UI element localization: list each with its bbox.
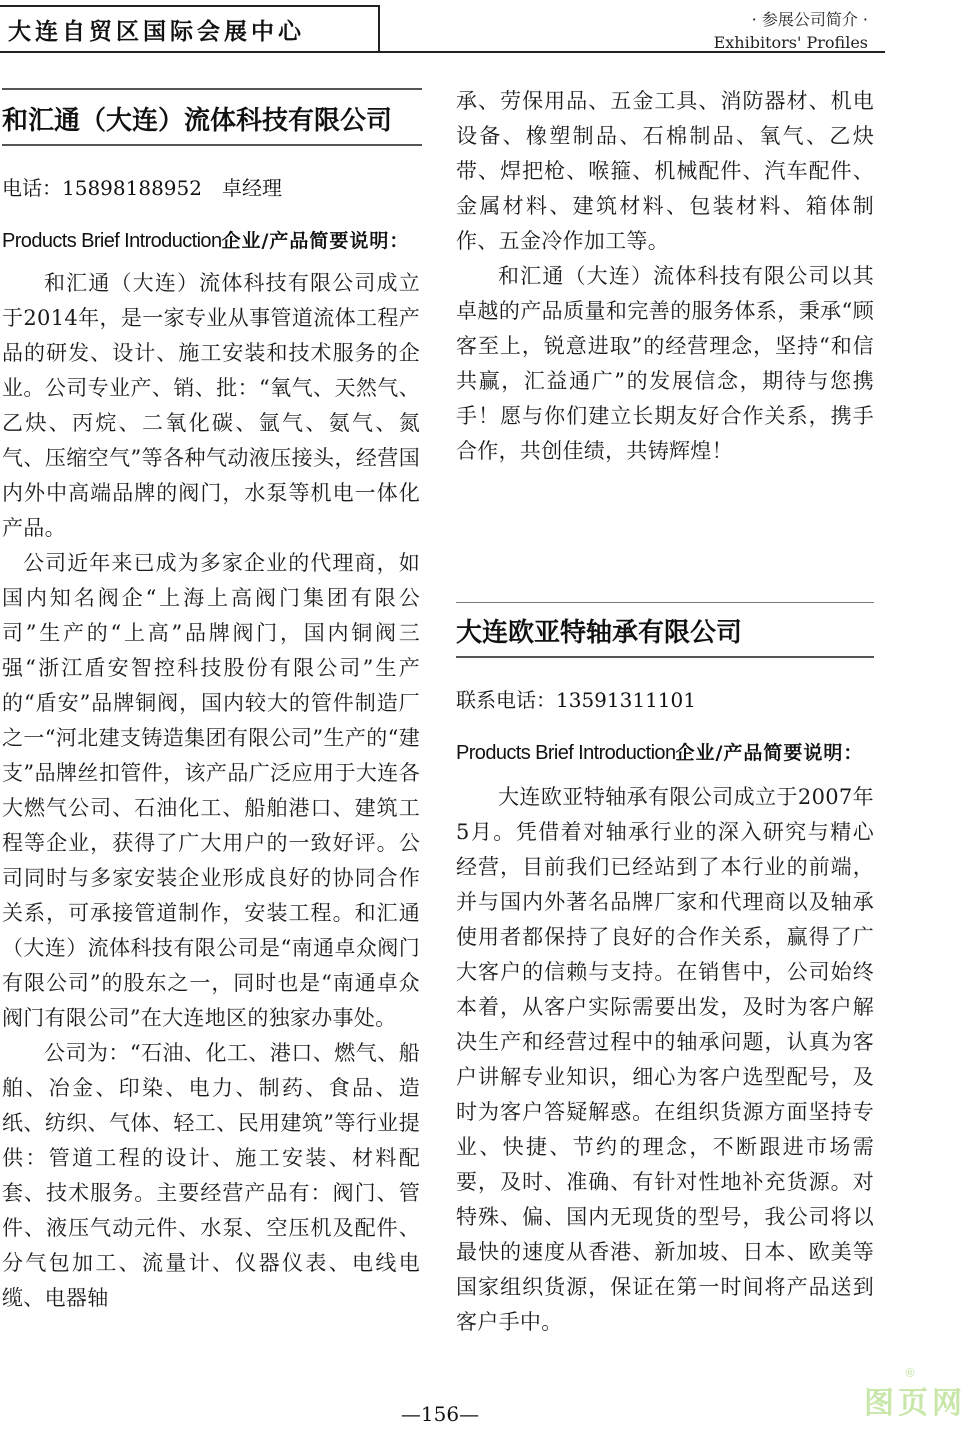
company1-brief-cn: 企业/产品简要说明： xyxy=(221,230,410,252)
registered-mark: ® xyxy=(904,1366,920,1380)
company2-contact: 联系电话：13591311101 xyxy=(456,688,696,712)
company2-paragraph: 大连欧亚特轴承有限公司成立于2007年5月。凭借着对轴承行业的深入研究与精心经营，目前我们已经站到了本行业的前端，并与国内外著名品牌厂家和代理商以及轴承使用者都保持了良好的合作关系，赢得了广大客户的信赖与支持。在销售中，公司始终本着，从客户实际需要出发，及时为客户解决生产和经营过程中的轴承问题，认真为客户讲解专业知识，细心为客户选型配号，及时为客户答疑解惑。在组织货源方面坚持专业、快捷、节约的理念，不断跟进市场需要，及时、准确、有针对性地补充货源。对特殊、偏、国内无现货的型号，我公司将以最快的速度从香港、新加坡、日本、欧美等国家组织货源，保证在第一时间将产品送到客户手中。 xyxy=(456,785,874,1334)
company1-name: 和汇通（大连）流体科技有限公司 xyxy=(2,106,393,136)
company1-body-right xyxy=(456,84,874,469)
company1-brief-heading xyxy=(2,226,409,253)
company1-paragraph: 公司近年来已成为多家企业的代理商，如国内知名阀企“上海上高阀门集团有限公司”生产的“上高”品牌阀门，国内铜阀三强“浙江盾安智控科技股份有限公司”生产的“盾安”品牌铜阀，国内较大的管件制造厂之一“河北建支铸造集团有限公司”生产的“建支”品牌丝扣管件，该产品广泛应用于大连各大燃气公司、石油化工、船舶港口、建筑工程等企业，获得了广大用户的一致好评。公司同时与多家安装企业形成良好的协同合作关系，可承接管道制作，安装工程。和汇通（大连）流体科技有限公司是“南通卓众阀门有限公司”的股东之一，同时也是“南通卓众阀门有限公司”在大连地区的独家办事处。 xyxy=(2,551,420,1030)
company1-top-rule xyxy=(2,88,422,90)
company1-paragraph: 和汇通（大连）流体科技有限公司以其卓越的产品质量和完善的服务体系，秉承“顾客至上，锐意进取”的经营理念，坚持“和信共赢，汇益通广”的发展信念，期待与您携手！愿与你们建立长期友好合作关系，携手合作，共创佳绩，共铸辉煌！ xyxy=(456,264,874,463)
company2-brief-cn: 企业/产品简要说明： xyxy=(675,742,864,764)
company1-paragraph: 和汇通（大连）流体科技有限公司成立于2014年，是一家专业从事管道流体工程产品的研发、设计、施工安装和技术服务的企业。公司专业产、销、批：“氧气、天然气、乙炔、丙烷、二氧化碳、氩气、氨气、氮气、压缩空气”等各种气动液压接头，经营国内外中高端品牌的阀门，水泵等机电一体化产品。 xyxy=(2,271,420,540)
company1-contact: 电话：15898188952 卓经理 xyxy=(2,176,282,200)
watermark-text: 图页网 xyxy=(864,1386,966,1421)
company1-paragraph: 公司为：“石油、化工、港口、燃气、船舶、冶金、印染、电力、制药、食品、造纸、纺织、气体、轻工、民用建筑”等行业提供：管道工程的设计、施工安装、材料配套、技术服务。主要经营产品有：阀门、管件、液压气动元件、水泵、空压机及配件、分气包加工、流量计、仪器仪表、电线电缆、电器轴 xyxy=(2,1041,420,1310)
header-title: 大连自贸区国际会展中心 xyxy=(8,18,305,45)
company1-body-left xyxy=(2,266,420,1316)
header-section-en: Exhibitors' Profiles xyxy=(713,33,868,52)
company1-paragraph: 承、劳保用品、五金工具、消防器材、机电设备、橡塑制品、石棉制品、氧气、乙炔带、焊把枪、喉箍、机械配件、汽车配件、金属材料、建筑材料、包装材料、箱体制作、五金冷作加工等。 xyxy=(456,89,874,253)
company2-brief-heading xyxy=(456,738,863,765)
company2-body xyxy=(456,780,874,1340)
company1-brief-en: Products Brief Introduction xyxy=(2,230,222,252)
header-section-label xyxy=(714,8,868,54)
page-number: —156— xyxy=(400,1402,480,1426)
company2-name: 大连欧亚特轴承有限公司 xyxy=(456,618,743,648)
company2-top-rule xyxy=(456,602,874,603)
company2-brief-en: Products Brief Introduction xyxy=(456,742,676,764)
header-title-box xyxy=(0,5,380,53)
company1-bottom-rule xyxy=(2,144,422,146)
watermark-logo xyxy=(864,1366,966,1422)
company2-bottom-rule xyxy=(456,656,874,658)
header-section-cn: · 参展公司简介 · xyxy=(751,10,868,29)
